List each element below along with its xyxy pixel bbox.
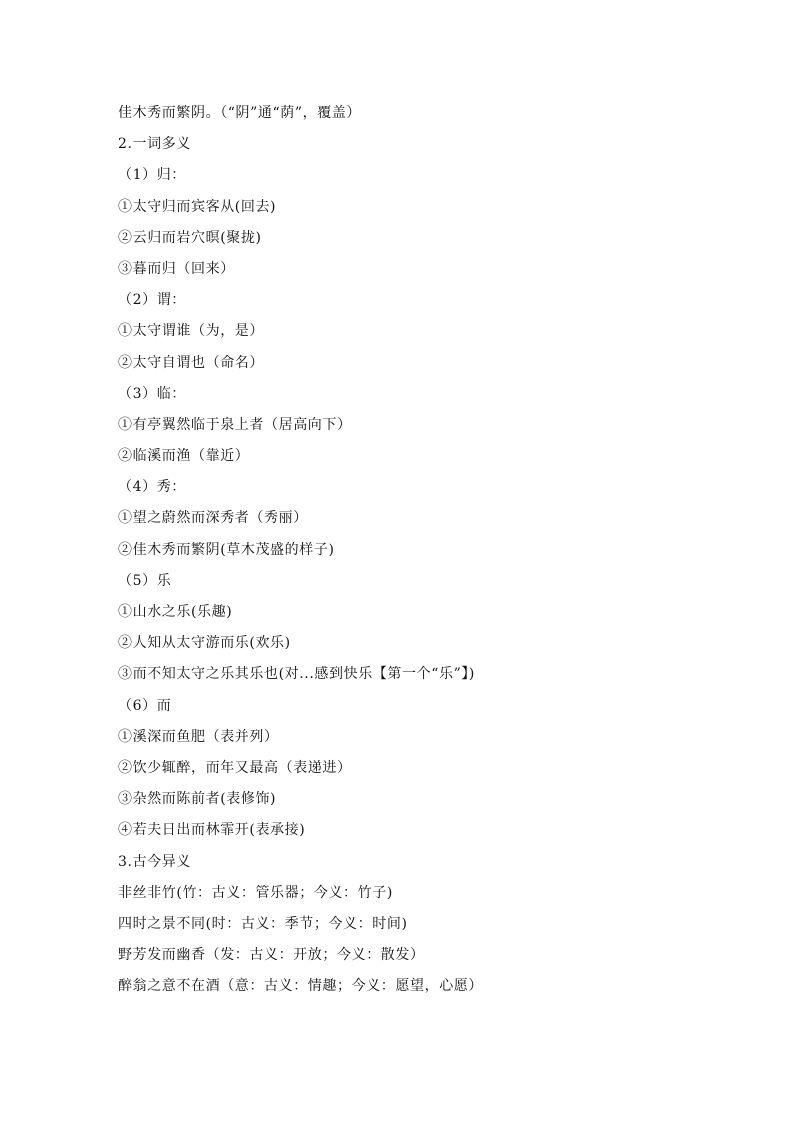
list-item: 四时之景不同(时：古义：季节；今义：时间) (118, 915, 408, 932)
list-item: ②临溪而渔（靠近） (118, 448, 250, 465)
list-item: 非丝非竹(竹：古义：管乐器；今义：竹子) (118, 884, 393, 901)
list-item: ③杂然而陈前者(表修饰) (118, 791, 277, 808)
list-item: ①山水之乐(乐趣) (118, 604, 233, 620)
list-item: ②云归而岩穴暝(聚拢) (118, 229, 262, 246)
subheading-wei: （2）谓： (118, 292, 186, 309)
list-item: ④若夫日出而林霏开(表承接) (118, 822, 306, 839)
list-item: ②太守自谓也（命名） (118, 354, 264, 371)
list-item: 醉翁之意不在酒（意：古义：情趣；今义：愿望，心愿） (118, 978, 483, 995)
list-item: ①望之蔚然而深秀者（秀丽） (118, 510, 308, 527)
section-heading-ancient-modern: 3.古今异义 (118, 853, 191, 870)
list-item: ③暮而归（回来） (118, 260, 235, 277)
subheading-er: （6）而 (118, 697, 172, 714)
list-item: 野芳发而幽香（发：古义：开放；今义：散发） (118, 947, 425, 964)
text-line-1: 佳木秀而繁阴。（“阴”通“荫”，覆盖） (118, 105, 362, 121)
subheading-xiu: （4）秀： (118, 479, 186, 496)
list-item: ①太守归而宾客从(回去) (118, 198, 277, 215)
section-heading-polysemy: 2.一词多义 (118, 136, 191, 153)
list-item: ②佳木秀而繁阴(草木茂盛的样子) (118, 541, 335, 558)
subheading-gui: （1）归： (118, 167, 186, 184)
list-item: ②饮少辄醉，而年又最高（表递进） (118, 759, 352, 776)
subheading-le: （5）乐 (118, 572, 172, 589)
document-body (118, 98, 738, 1002)
list-item: ①有亭翼然临于泉上者（居高向下） (118, 416, 352, 433)
list-item: ②人知从太守游而乐(欢乐) (118, 635, 291, 652)
list-item: ③而不知太守之乐其乐也(对...感到快乐【第一个“乐”】) (118, 666, 475, 683)
subheading-lin: （3）临： (118, 385, 186, 402)
list-item: ①太守谓谁（为，是） (118, 323, 264, 340)
list-item: ①溪深而鱼肥（表并列） (118, 728, 279, 745)
